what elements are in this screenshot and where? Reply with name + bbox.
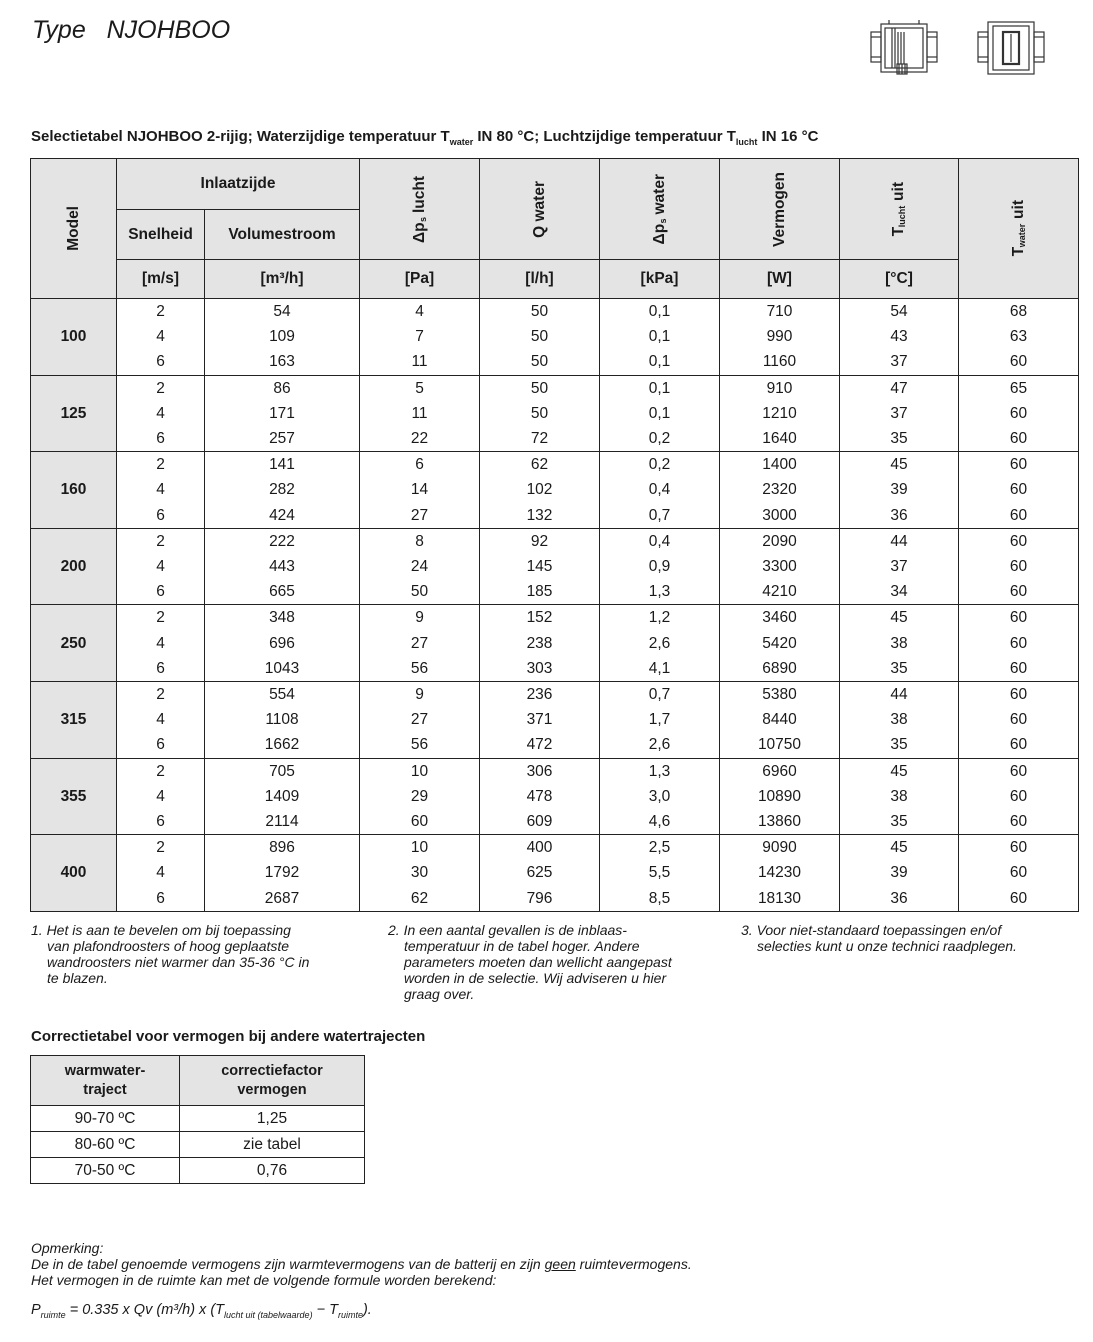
t-water-out-cell: 68: [959, 299, 1079, 325]
remark: [31, 1240, 692, 1288]
volume-flow-cell: 705: [205, 758, 360, 784]
t-air-out-cell: 43: [840, 324, 959, 349]
dps-air-cell: 6: [360, 452, 480, 478]
volume-flow-cell: 348: [205, 605, 360, 631]
q-water-cell: 185: [480, 579, 600, 605]
unit-power: [W]: [720, 260, 840, 299]
q-water-cell: 50: [480, 324, 600, 349]
table-row: [31, 707, 1079, 732]
speed-cell: 6: [117, 426, 205, 452]
power-cell: 3300: [720, 554, 840, 579]
model-cell: 100: [31, 299, 117, 376]
volume-flow-cell: 141: [205, 452, 360, 478]
table-row: [31, 784, 1079, 809]
model-cell: 355: [31, 758, 117, 835]
speed-cell: 4: [117, 707, 205, 732]
power-cell: 5380: [720, 682, 840, 708]
speed-cell: 4: [117, 631, 205, 656]
header-t-air-out: Tlucht uit: [840, 159, 959, 260]
q-water-cell: 132: [480, 503, 600, 529]
t-air-out-cell: 44: [840, 528, 959, 554]
speed-cell: 2: [117, 452, 205, 478]
t-air-out-cell: 35: [840, 656, 959, 682]
speed-cell: 6: [117, 579, 205, 605]
remark-line-3: Het vermogen in de ruimte kan met de volgende formule worden berekend:: [31, 1272, 497, 1288]
dps-water-cell: 0,1: [600, 349, 720, 375]
power-cell: 6960: [720, 758, 840, 784]
q-water-cell: 625: [480, 860, 600, 885]
note-line: parameters moeten dan wellicht aangepast: [404, 954, 672, 970]
table-row: [31, 835, 1079, 861]
dps-water-cell: 3,0: [600, 784, 720, 809]
table-row: [31, 554, 1079, 579]
dps-air-cell: 7: [360, 324, 480, 349]
volume-flow-cell: 554: [205, 682, 360, 708]
header-hot-water-range: warmwater- traject: [31, 1056, 180, 1106]
speed-cell: 4: [117, 401, 205, 426]
t-water-out-cell: 60: [959, 579, 1079, 605]
dps-air-cell: 30: [360, 860, 480, 885]
q-water-cell: 50: [480, 401, 600, 426]
note-line: van plafondroosters of hoog geplaatste: [47, 938, 290, 954]
power-cell: 2320: [720, 477, 840, 502]
power-cell: 6890: [720, 656, 840, 682]
dps-air-cell: 10: [360, 835, 480, 861]
header-q-water: Q water: [480, 159, 600, 260]
table-row: [31, 631, 1079, 656]
dps-air-cell: 22: [360, 426, 480, 452]
note-line: temperatuur in de tabel hoger. Andere: [404, 938, 640, 954]
speed-cell: 2: [117, 299, 205, 325]
t-water-out-cell: 60: [959, 784, 1079, 809]
remark-label: Opmerking:: [31, 1240, 104, 1256]
dps-air-cell: 50: [360, 579, 480, 605]
table-row: [31, 426, 1079, 452]
volume-flow-cell: 54: [205, 299, 360, 325]
q-water-cell: 478: [480, 784, 600, 809]
t-water-out-cell: 60: [959, 401, 1079, 426]
q-water-cell: 400: [480, 835, 600, 861]
volume-flow-cell: 1108: [205, 707, 360, 732]
volume-flow-cell: 696: [205, 631, 360, 656]
t-air-out-cell: 37: [840, 401, 959, 426]
q-water-cell: 238: [480, 631, 600, 656]
t-air-out-cell: 39: [840, 860, 959, 885]
dps-water-cell: 0,1: [600, 401, 720, 426]
table-row: [31, 324, 1079, 349]
dps-air-cell: 11: [360, 401, 480, 426]
model-cell: 315: [31, 682, 117, 759]
selection-table-header: [31, 159, 1079, 299]
t-water-out-cell: 60: [959, 656, 1079, 682]
volume-flow-cell: 1043: [205, 656, 360, 682]
dps-air-cell: 27: [360, 503, 480, 529]
volume-flow-cell: 2687: [205, 886, 360, 912]
table-row: [31, 758, 1079, 784]
table-row: [31, 1158, 365, 1184]
t-water-out-cell: 60: [959, 528, 1079, 554]
volume-flow-cell: 86: [205, 375, 360, 401]
dps-water-cell: 0,1: [600, 324, 720, 349]
t-water-out-cell: 60: [959, 477, 1079, 502]
table-row: [31, 605, 1079, 631]
dps-air-cell: 24: [360, 554, 480, 579]
volume-flow-cell: 222: [205, 528, 360, 554]
t-air-out-cell: 45: [840, 835, 959, 861]
table-row: [31, 452, 1079, 478]
t-air-out-cell: 45: [840, 605, 959, 631]
dps-water-cell: 0,2: [600, 452, 720, 478]
caption-text-2: IN 80 °C; Luchtzijdige temperatuur T: [473, 128, 736, 145]
correction-table: [30, 1055, 365, 1184]
unit-volume-flow: [m³/h]: [205, 260, 360, 299]
header-dps-air: Δps lucht: [360, 159, 480, 260]
q-water-cell: 472: [480, 732, 600, 758]
table-row: [31, 809, 1079, 835]
q-water-cell: 371: [480, 707, 600, 732]
power-cell: 4210: [720, 579, 840, 605]
dps-water-cell: 1,3: [600, 579, 720, 605]
power-cell: 5420: [720, 631, 840, 656]
note-2: [388, 922, 728, 1002]
unit-dps-air: [Pa]: [360, 260, 480, 299]
power-cell: 1160: [720, 349, 840, 375]
volume-flow-cell: 163: [205, 349, 360, 375]
t-water-out-cell: 60: [959, 707, 1079, 732]
dps-water-cell: 2,6: [600, 732, 720, 758]
product-front-view-drawing: [975, 18, 1047, 78]
t-water-out-cell: 60: [959, 732, 1079, 758]
speed-cell: 4: [117, 784, 205, 809]
document-title: [32, 16, 230, 45]
volume-flow-cell: 1792: [205, 860, 360, 885]
t-water-out-cell: 60: [959, 605, 1079, 631]
t-air-out-cell: 45: [840, 758, 959, 784]
t-air-out-cell: 44: [840, 682, 959, 708]
note-1: [31, 922, 361, 986]
dps-air-cell: 9: [360, 682, 480, 708]
dps-air-cell: 11: [360, 349, 480, 375]
power-cell: 3460: [720, 605, 840, 631]
volume-flow-cell: 665: [205, 579, 360, 605]
q-water-cell: 152: [480, 605, 600, 631]
t-water-out-cell: 60: [959, 860, 1079, 885]
selection-table: [30, 158, 1079, 912]
caption-text-1: Selectietabel NJOHBOO 2-rijig; Waterzijdige temperatuur T: [31, 128, 450, 145]
note-line: te blazen.: [47, 970, 108, 986]
power-cell: 3000: [720, 503, 840, 529]
t-air-out-cell: 35: [840, 426, 959, 452]
table-row: [31, 503, 1079, 529]
header-model: Model: [31, 159, 117, 299]
note-line: 2. In een aantal gevallen is de inblaas-: [388, 922, 627, 938]
speed-cell: 6: [117, 809, 205, 835]
t-water-out-cell: 60: [959, 503, 1079, 529]
dps-water-cell: 0,7: [600, 503, 720, 529]
t-water-out-cell: 65: [959, 375, 1079, 401]
dps-air-cell: 62: [360, 886, 480, 912]
dps-water-cell: 4,1: [600, 656, 720, 682]
volume-flow-cell: 1662: [205, 732, 360, 758]
q-water-cell: 609: [480, 809, 600, 835]
volume-flow-cell: 424: [205, 503, 360, 529]
correction-factor-cell: 1,25: [180, 1106, 365, 1132]
header-volume-flow: Volumestroom: [205, 210, 360, 260]
table-row: [31, 477, 1079, 502]
table-row: [31, 579, 1079, 605]
t-air-out-cell: 54: [840, 299, 959, 325]
dps-water-cell: 2,5: [600, 835, 720, 861]
volume-flow-cell: 896: [205, 835, 360, 861]
dps-air-cell: 8: [360, 528, 480, 554]
power-cell: 1400: [720, 452, 840, 478]
power-cell: 13860: [720, 809, 840, 835]
power-cell: 1640: [720, 426, 840, 452]
table-row: [31, 349, 1079, 375]
type-name: NJOHBOO: [106, 16, 231, 44]
header-correction-factor: correctiefactor vermogen: [180, 1056, 365, 1106]
power-cell: 14230: [720, 860, 840, 885]
speed-cell: 6: [117, 886, 205, 912]
dps-water-cell: 5,5: [600, 860, 720, 885]
table-row: [31, 401, 1079, 426]
correction-table-title: Correctietabel voor vermogen bij andere watertrajecten: [31, 1028, 426, 1045]
speed-cell: 2: [117, 528, 205, 554]
header-t-water-out: Twater uit: [959, 159, 1079, 299]
dps-water-cell: 0,4: [600, 528, 720, 554]
t-air-out-cell: 38: [840, 631, 959, 656]
header-power: Vermogen: [720, 159, 840, 260]
correction-factor-cell: 0,76: [180, 1158, 365, 1184]
power-cell: 10890: [720, 784, 840, 809]
dps-air-cell: 9: [360, 605, 480, 631]
model-cell: 250: [31, 605, 117, 682]
model-cell: 200: [31, 528, 117, 605]
caption-sub-water: water: [449, 137, 474, 147]
dps-air-cell: 56: [360, 732, 480, 758]
power-cell: 10750: [720, 732, 840, 758]
t-air-out-cell: 38: [840, 707, 959, 732]
t-air-out-cell: 37: [840, 554, 959, 579]
remark-line-2: De in de tabel genoemde vermogens zijn warmtevermogens van de batterij en zijn geen ruimtevermogens.: [31, 1256, 692, 1272]
type-word: Type: [32, 16, 86, 44]
table-row: [31, 1106, 365, 1132]
table-row: [31, 1132, 365, 1158]
speed-cell: 6: [117, 503, 205, 529]
table-row: [31, 886, 1079, 912]
t-water-out-cell: 60: [959, 886, 1079, 912]
volume-flow-cell: 1409: [205, 784, 360, 809]
q-water-cell: 62: [480, 452, 600, 478]
model-cell: 125: [31, 375, 117, 452]
q-water-cell: 92: [480, 528, 600, 554]
note-line: wandroosters niet warmer dan 35-36 °C in: [47, 954, 310, 970]
formula: $P_{ruimte} = 0.335$ x Qv (m³/h) x $(T_{lucht uit (tabelwaarde)} - T_{ruimte})$.: [31, 1302, 372, 1320]
caption-text-3: IN 16 °C: [757, 128, 819, 145]
speed-cell: 2: [117, 605, 205, 631]
dps-water-cell: 0,1: [600, 375, 720, 401]
power-cell: 1210: [720, 401, 840, 426]
volume-flow-cell: 443: [205, 554, 360, 579]
speed-cell: 4: [117, 554, 205, 579]
table-row: [31, 299, 1079, 325]
q-water-cell: 50: [480, 349, 600, 375]
t-water-out-cell: 60: [959, 554, 1079, 579]
table-row: [31, 860, 1079, 885]
note-line: 1. Het is aan te bevelen om bij toepassing: [31, 922, 291, 938]
header-inlet: Inlaatzijde: [117, 159, 360, 210]
q-water-cell: 50: [480, 375, 600, 401]
note-line: selecties kunt u onze technici raadplegen.: [757, 938, 1017, 954]
dps-air-cell: 5: [360, 375, 480, 401]
dps-water-cell: 0,9: [600, 554, 720, 579]
q-water-cell: 236: [480, 682, 600, 708]
unit-dps-water: [kPa]: [600, 260, 720, 299]
dps-water-cell: 0,2: [600, 426, 720, 452]
power-cell: 2090: [720, 528, 840, 554]
t-air-out-cell: 36: [840, 503, 959, 529]
note-line: worden in de selectie. Wij adviseren u hier: [404, 970, 667, 986]
table-row: [31, 375, 1079, 401]
volume-flow-cell: 282: [205, 477, 360, 502]
t-air-out-cell: 37: [840, 349, 959, 375]
note-3: [741, 922, 1081, 954]
dps-air-cell: 29: [360, 784, 480, 809]
header-dps-water: Δps water: [600, 159, 720, 260]
dps-water-cell: 1,3: [600, 758, 720, 784]
t-air-out-cell: 47: [840, 375, 959, 401]
t-air-out-cell: 35: [840, 732, 959, 758]
model-cell: 160: [31, 452, 117, 529]
t-water-out-cell: 60: [959, 809, 1079, 835]
dps-water-cell: 0,7: [600, 682, 720, 708]
dps-water-cell: 4,6: [600, 809, 720, 835]
q-water-cell: 145: [480, 554, 600, 579]
dps-air-cell: 60: [360, 809, 480, 835]
table-row: [31, 732, 1079, 758]
t-water-out-cell: 60: [959, 426, 1079, 452]
model-cell: 400: [31, 835, 117, 912]
dps-water-cell: 0,4: [600, 477, 720, 502]
t-air-out-cell: 45: [840, 452, 959, 478]
caption-sub-air: lucht: [735, 137, 758, 147]
speed-cell: 4: [117, 324, 205, 349]
dps-water-cell: 1,2: [600, 605, 720, 631]
table-row: [31, 656, 1079, 682]
t-water-out-cell: 60: [959, 349, 1079, 375]
unit-t-air: [°C]: [840, 260, 959, 299]
t-air-out-cell: 39: [840, 477, 959, 502]
dps-air-cell: 27: [360, 707, 480, 732]
speed-cell: 2: [117, 835, 205, 861]
water-range-cell: 70-50 ºC: [31, 1158, 180, 1184]
dps-air-cell: 4: [360, 299, 480, 325]
t-air-out-cell: 38: [840, 784, 959, 809]
t-air-out-cell: 34: [840, 579, 959, 605]
table-row: [31, 528, 1079, 554]
unit-speed: [m/s]: [117, 260, 205, 299]
q-water-cell: 306: [480, 758, 600, 784]
speed-cell: 4: [117, 860, 205, 885]
speed-cell: 2: [117, 375, 205, 401]
speed-cell: 4: [117, 477, 205, 502]
table-row: [31, 682, 1079, 708]
volume-flow-cell: 257: [205, 426, 360, 452]
speed-cell: 6: [117, 732, 205, 758]
power-cell: 8440: [720, 707, 840, 732]
q-water-cell: 796: [480, 886, 600, 912]
speed-cell: 6: [117, 349, 205, 375]
power-cell: 9090: [720, 835, 840, 861]
volume-flow-cell: 2114: [205, 809, 360, 835]
power-cell: 18130: [720, 886, 840, 912]
t-air-out-cell: 36: [840, 886, 959, 912]
header-speed: Snelheid: [117, 210, 205, 260]
dps-water-cell: 0,1: [600, 299, 720, 325]
dps-water-cell: 1,7: [600, 707, 720, 732]
selection-table-caption: [31, 128, 818, 145]
t-water-out-cell: 60: [959, 835, 1079, 861]
q-water-cell: 72: [480, 426, 600, 452]
speed-cell: 2: [117, 682, 205, 708]
selection-table-body: [31, 299, 1079, 912]
water-range-cell: 80-60 ºC: [31, 1132, 180, 1158]
product-side-view-drawing: [868, 18, 940, 78]
power-cell: 990: [720, 324, 840, 349]
power-cell: 910: [720, 375, 840, 401]
dps-air-cell: 56: [360, 656, 480, 682]
unit-q-water: [l/h]: [480, 260, 600, 299]
t-water-out-cell: 60: [959, 682, 1079, 708]
t-water-out-cell: 60: [959, 452, 1079, 478]
t-water-out-cell: 60: [959, 631, 1079, 656]
dps-water-cell: 2,6: [600, 631, 720, 656]
water-range-cell: 90-70 ºC: [31, 1106, 180, 1132]
note-line: graag over.: [404, 986, 475, 1002]
t-air-out-cell: 35: [840, 809, 959, 835]
dps-air-cell: 14: [360, 477, 480, 502]
speed-cell: 6: [117, 656, 205, 682]
t-water-out-cell: 63: [959, 324, 1079, 349]
power-cell: 710: [720, 299, 840, 325]
correction-factor-cell: zie tabel: [180, 1132, 365, 1158]
volume-flow-cell: 109: [205, 324, 360, 349]
dps-air-cell: 27: [360, 631, 480, 656]
note-line: 3. Voor niet-standaard toepassingen en/of: [741, 922, 1002, 938]
q-water-cell: 102: [480, 477, 600, 502]
dps-air-cell: 10: [360, 758, 480, 784]
speed-cell: 2: [117, 758, 205, 784]
dps-water-cell: 8,5: [600, 886, 720, 912]
volume-flow-cell: 171: [205, 401, 360, 426]
q-water-cell: 303: [480, 656, 600, 682]
t-water-out-cell: 60: [959, 758, 1079, 784]
q-water-cell: 50: [480, 299, 600, 325]
